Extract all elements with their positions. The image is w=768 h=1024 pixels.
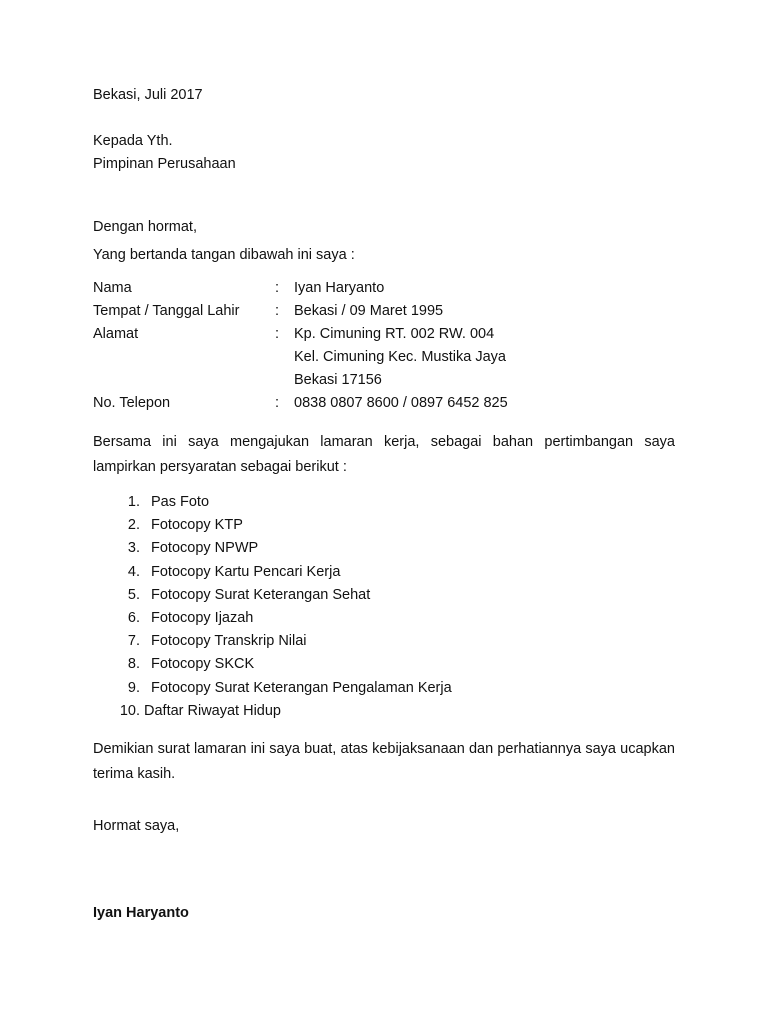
- list-item-text: Daftar Riwayat Hidup: [144, 702, 281, 719]
- greeting: Dengan hormat,: [93, 219, 197, 235]
- signature-name: Iyan Haryanto: [93, 905, 189, 921]
- list-item-number: 7.: [127, 633, 140, 650]
- list-item-text: Fotocopy Kartu Pencari Kerja: [151, 563, 341, 580]
- list-item-text: Fotocopy NPWP: [151, 540, 259, 557]
- field-colon-address: :: [275, 326, 280, 342]
- sign-off: Hormat saya,: [93, 818, 180, 834]
- list-item-number: 4.: [127, 563, 140, 580]
- recipient-line1: Kepada Yth.: [93, 133, 173, 149]
- field-colon-name: :: [275, 280, 280, 296]
- list-item: [93, 586, 452, 609]
- list-item: [93, 516, 452, 539]
- field-value-address-line1: Kp. Cimuning RT. 002 RW. 004: [294, 326, 495, 342]
- list-item-number: 8.: [127, 656, 140, 673]
- list-item: [93, 563, 452, 586]
- recipient-line2: Pimpinan Perusahaan: [93, 156, 236, 172]
- list-item-number: 1.: [127, 494, 140, 510]
- field-value-address-line3: Bekasi 17156: [294, 372, 382, 388]
- field-colon-birth: :: [275, 303, 280, 319]
- list-item-text: Fotocopy Transkrip Nilai: [151, 633, 307, 650]
- list-item-number: 10.: [119, 702, 140, 719]
- list-item: [93, 655, 452, 678]
- field-label-birth: Tempat / Tanggal Lahir: [93, 303, 240, 319]
- field-label-name: Nama: [93, 280, 132, 296]
- list-item-text: Fotocopy Surat Keterangan Sehat: [151, 586, 371, 603]
- list-item-text: Fotocopy Surat Keterangan Pengalaman Kerja: [151, 679, 452, 696]
- list-item: [93, 679, 452, 702]
- field-colon-phone: :: [275, 395, 280, 411]
- field-value-name: Iyan Haryanto: [294, 280, 385, 296]
- list-item-text: Fotocopy Ijazah: [151, 609, 254, 626]
- attachment-list: [93, 493, 452, 725]
- intro-text: Yang bertanda tangan dibawah ini saya :: [93, 247, 355, 263]
- list-item: [93, 493, 452, 516]
- list-item-number: 6.: [127, 609, 140, 626]
- body-paragraph: Bersama ini saya mengajukan lamaran kerja, sebagai bahan pertimbangan saya lampirkan persyaratan sebagai berikut :: [93, 434, 675, 475]
- closing-paragraph: Demikian surat lamaran ini saya buat, atas kebijaksanaan dan perhatiannya saya ucapkan terima kasih.: [93, 741, 675, 782]
- list-item: [93, 632, 452, 655]
- list-item-number: 2.: [127, 517, 140, 534]
- place-date: Bekasi, Juli 2017: [93, 87, 203, 103]
- list-item-number: 9.: [127, 679, 140, 696]
- field-value-birth: Bekasi / 09 Maret 1995: [294, 303, 444, 319]
- list-item-text: Pas Foto: [151, 494, 210, 510]
- list-item-text: Fotocopy SKCK: [151, 656, 255, 673]
- list-item-number: 3.: [127, 540, 140, 557]
- field-value-phone: 0838 0807 8600 / 0897 6452 825: [294, 395, 508, 411]
- field-label-phone: No. Telepon: [93, 395, 171, 411]
- list-item: [93, 702, 452, 725]
- field-label-address: Alamat: [93, 326, 139, 342]
- list-item-text: Fotocopy KTP: [151, 517, 243, 534]
- field-value-address-line2: Kel. Cimuning Kec. Mustika Jaya: [294, 349, 506, 365]
- list-item-number: 5.: [127, 586, 140, 603]
- list-item: [93, 539, 452, 562]
- list-item: [93, 609, 452, 632]
